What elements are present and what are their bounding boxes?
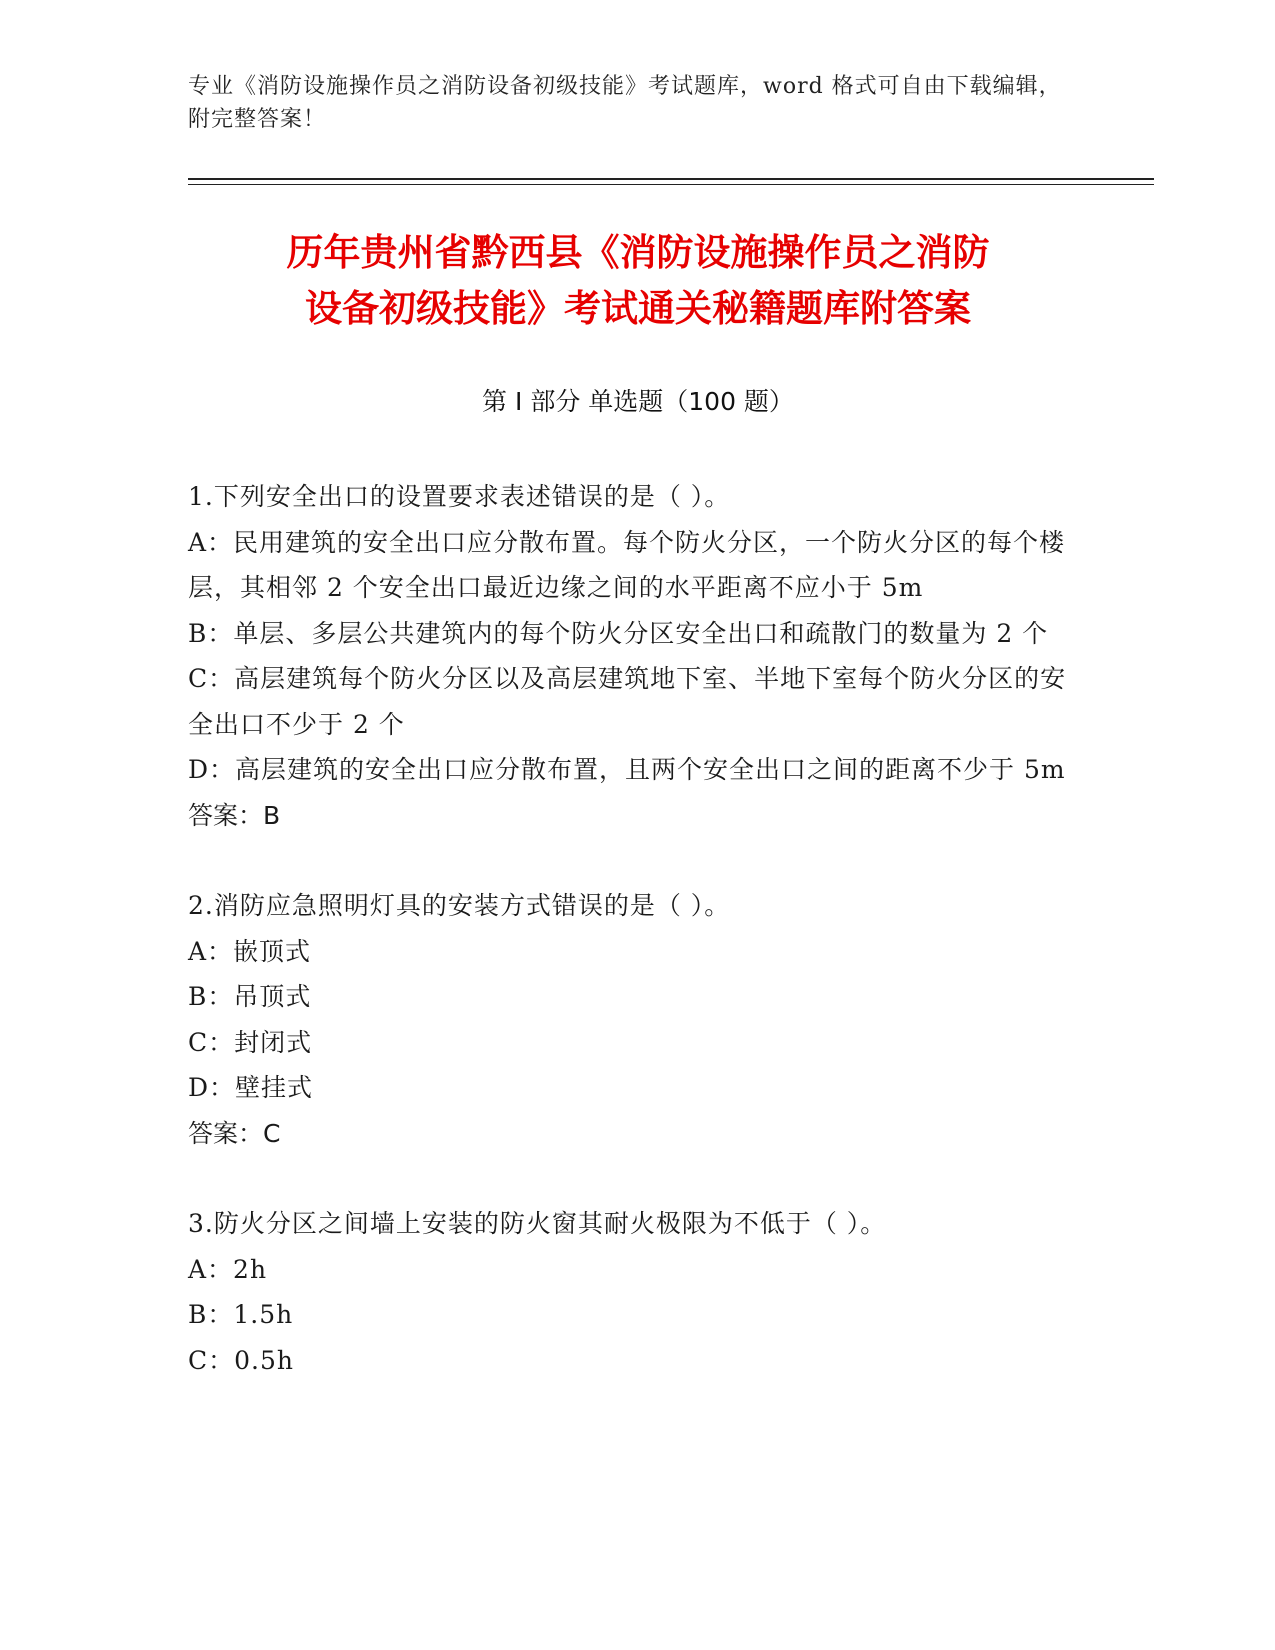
question-stem: 3.防火分区之间墙上安装的防火窗其耐火极限为不低于（ ）。	[188, 1209, 887, 1238]
document-title	[188, 225, 1088, 337]
option-b: B：吊顶式	[188, 982, 312, 1011]
option-d: D：高层建筑的安全出口应分散布置，且两个安全出口之间的距离不少于 5m	[188, 755, 1066, 784]
question-1	[188, 474, 1068, 838]
option-c: C：封闭式	[188, 1027, 313, 1057]
question-3	[188, 1201, 1068, 1383]
header-divider-thick	[188, 178, 1154, 180]
option-c: C：高层建筑每个防火分区以及高层建筑地下室、半地下室每个防火分区的安全出口不少于 2 个	[188, 664, 1067, 739]
question-stem: 1.下列安全出口的设置要求表述错误的是（ ）。	[188, 482, 731, 511]
option-a: A：民用建筑的安全出口应分散布置。每个防火分区，一个防火分区的每个楼层，其相邻 2 个安全出口最近边缘之间的水平距离不应小于 5m	[188, 527, 1066, 602]
header-note: 专业《消防设施操作员之消防设备初级技能》考试题库，word 格式可自由下载编辑，附完整答案！	[188, 74, 1062, 132]
option-a: A：嵌顶式	[188, 936, 312, 966]
question-2	[188, 883, 1068, 1156]
option-c: C：0.5h	[188, 1345, 294, 1375]
document-title-line-1: 历年贵州省黔西县《消防设施操作员之消防	[286, 231, 990, 274]
document-title-line-2: 设备初级技能》考试通关秘籍题库附答案	[305, 287, 971, 330]
section-title: 第 I 部分 单选题（100 题）	[482, 387, 794, 416]
answer-label: 答案：C	[188, 1118, 281, 1148]
option-d: D：壁挂式	[188, 1073, 314, 1102]
option-b: B：1.5h	[188, 1300, 294, 1329]
option-b: B：单层、多层公共建筑内的每个防火分区安全出口和疏散门的数量为 2 个	[188, 618, 1049, 648]
header-divider-thin	[188, 184, 1154, 185]
option-a: A：2h	[188, 1254, 268, 1284]
question-list	[188, 474, 1068, 1383]
answer-label: 答案：B	[188, 800, 281, 830]
question-stem: 2.消防应急照明灯具的安装方式错误的是（ ）。	[188, 891, 731, 920]
